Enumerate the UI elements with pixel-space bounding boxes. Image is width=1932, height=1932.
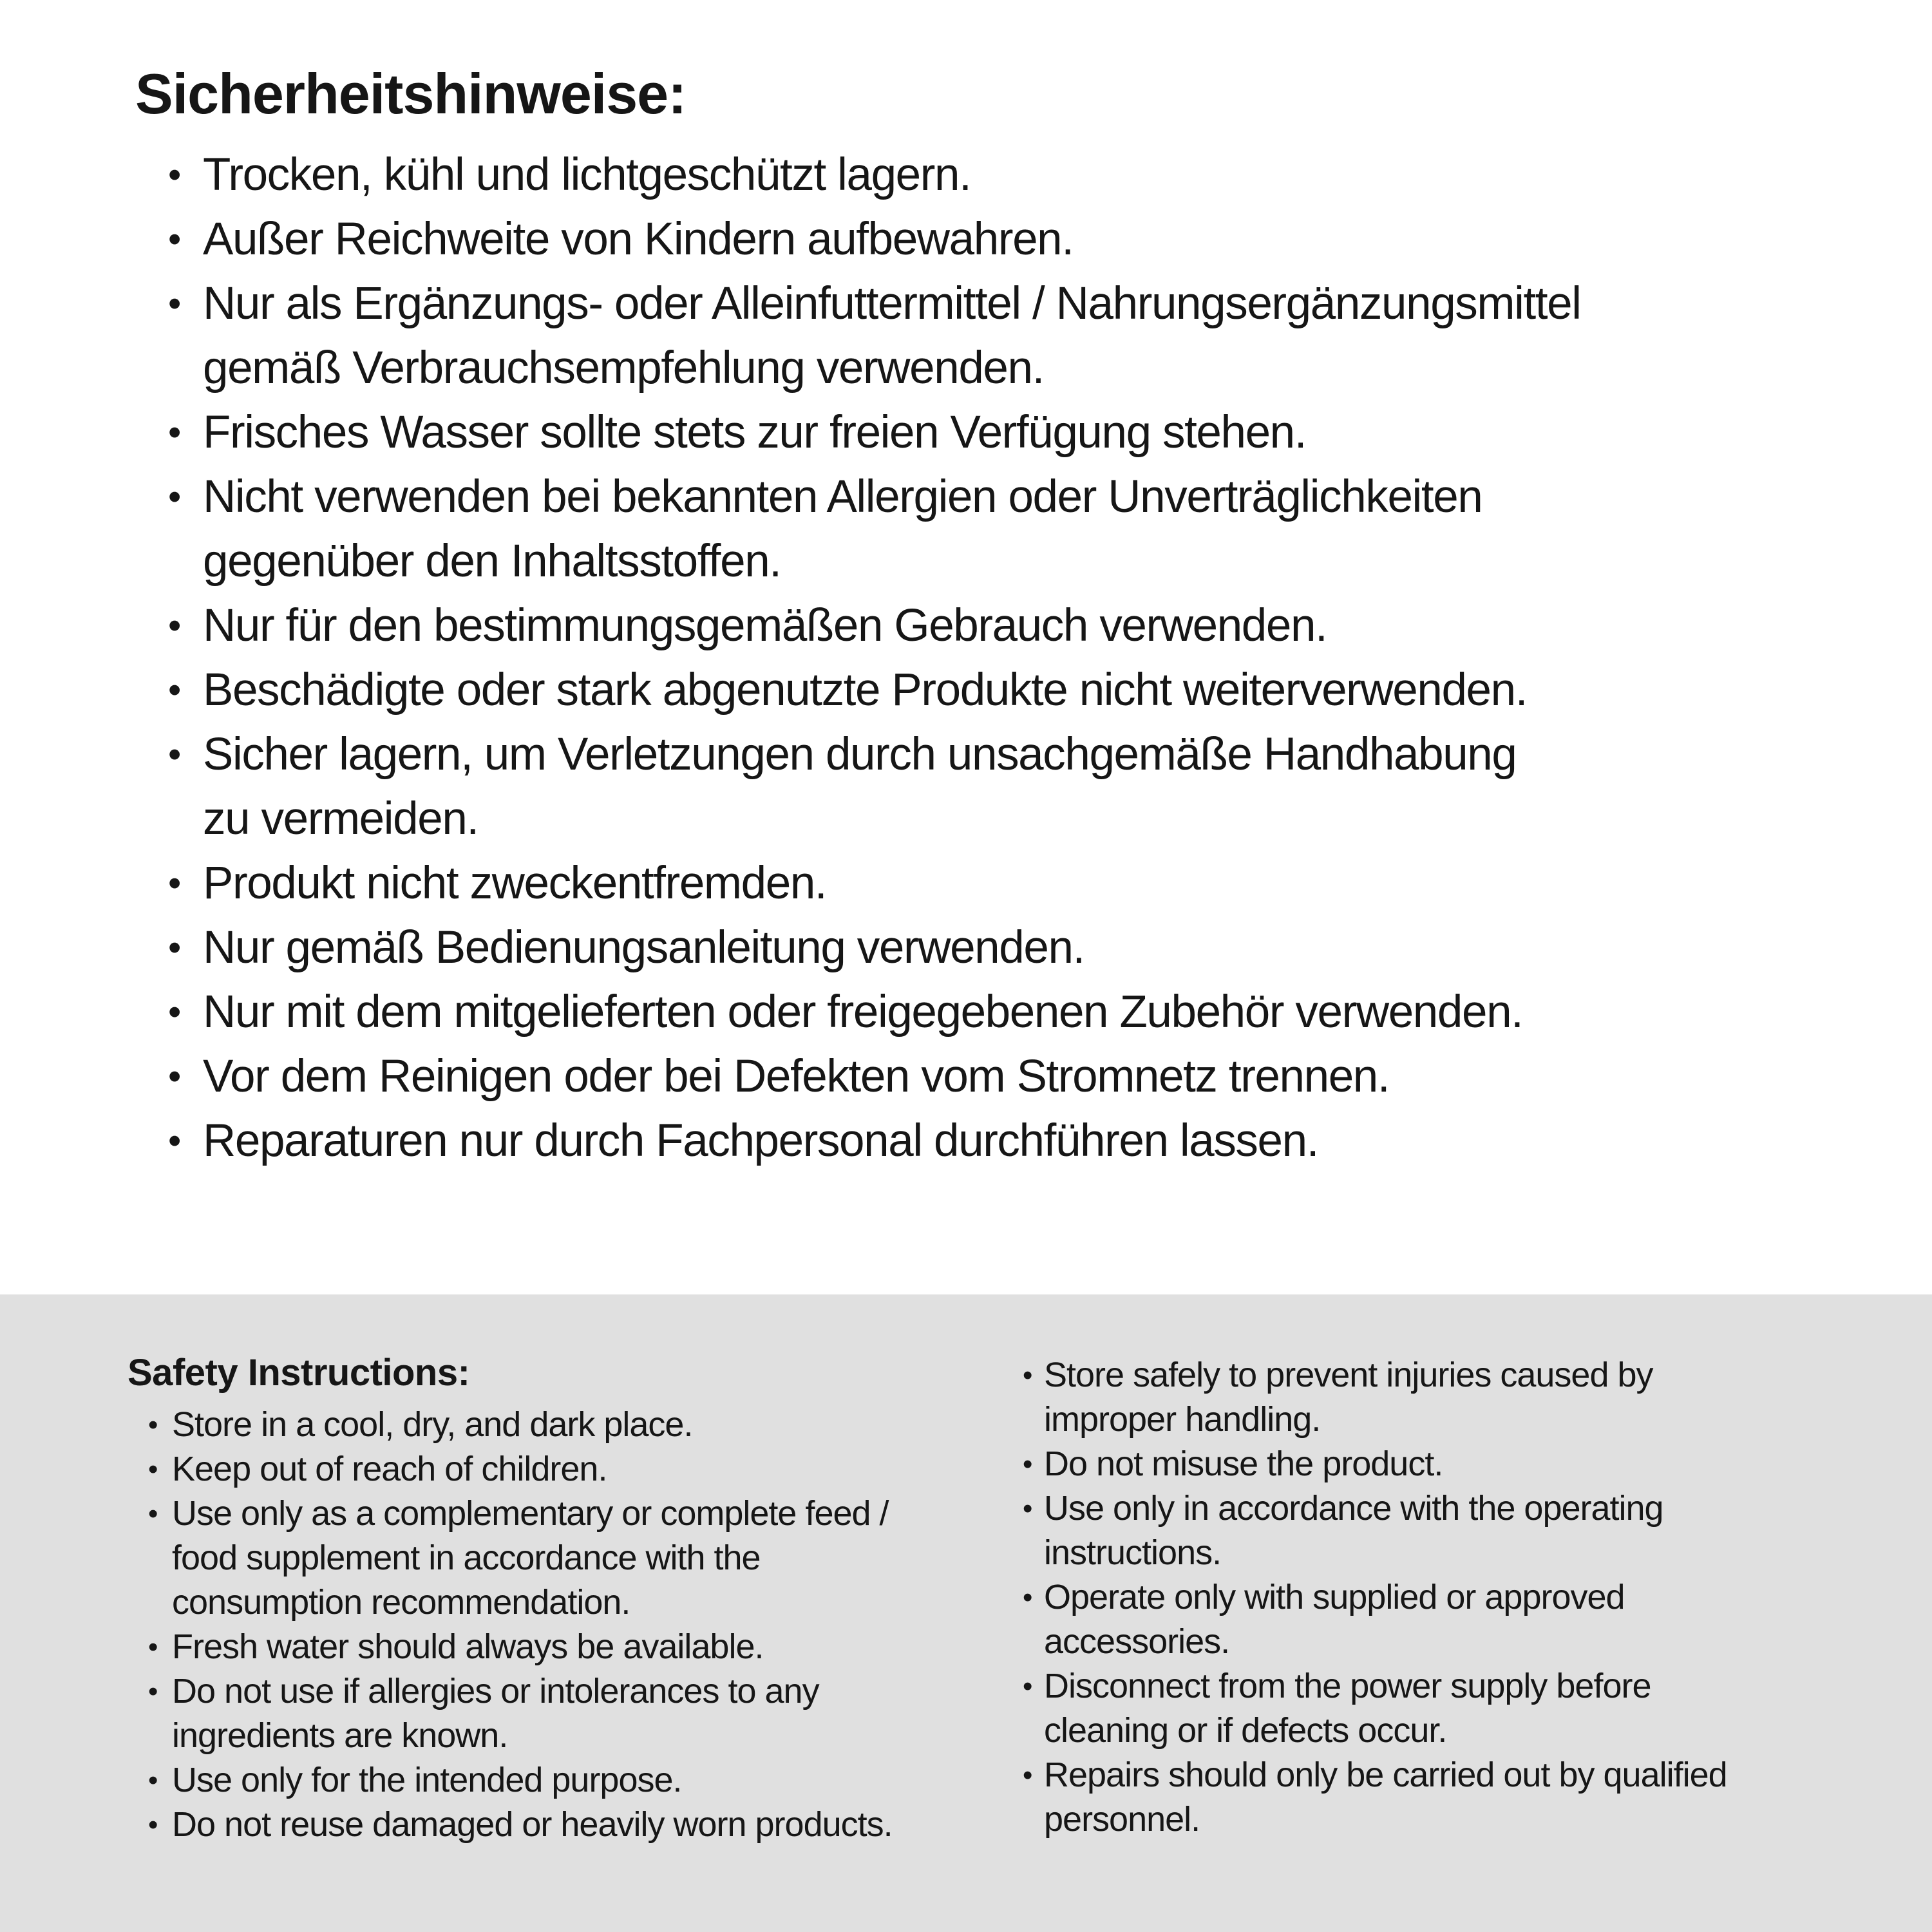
bullet-line: gegenüber den Inhaltsstoffen. xyxy=(203,536,781,587)
english-left-column xyxy=(128,1353,984,1847)
bullet-dot: • xyxy=(148,1765,158,1796)
bullet-text xyxy=(172,1492,889,1625)
bullet-text xyxy=(203,851,826,916)
bullet-text xyxy=(1044,1353,1653,1442)
bullet-text xyxy=(203,916,1084,980)
bullet-line: Use only in accordance with the operating xyxy=(1044,1489,1663,1528)
bullet-text xyxy=(172,1403,692,1447)
bullet-text xyxy=(203,1045,1389,1109)
bullet-item xyxy=(168,1109,1932,1173)
bullet-text xyxy=(203,272,1581,401)
bullet-text xyxy=(203,723,1516,851)
bullet-dot: • xyxy=(148,1676,158,1707)
bullet-line: Do not reuse damaged or heavily worn products. xyxy=(172,1805,893,1844)
bullet-dot: • xyxy=(168,1056,180,1097)
bullet-item xyxy=(168,143,1932,207)
english-left-bullet-list xyxy=(148,1403,984,1847)
bullet-line: Keep out of reach of children. xyxy=(172,1450,607,1488)
bullet-dot: • xyxy=(168,862,180,904)
bullet-line: Nur gemäß Bedienungsanleitung verwenden. xyxy=(203,922,1084,973)
bullet-dot: • xyxy=(168,734,180,775)
bullet-line: Frisches Wasser sollte stets zur freien Verfügung stehen. xyxy=(203,407,1307,458)
bullet-line: consumption recommendation. xyxy=(172,1583,630,1622)
bullet-item xyxy=(148,1403,984,1447)
bullet-text xyxy=(1044,1442,1443,1486)
bullet-item xyxy=(168,401,1932,465)
german-title: Sicherheitshinweise: xyxy=(135,62,687,126)
bullet-dot: • xyxy=(148,1409,158,1441)
bullet-dot: • xyxy=(1023,1359,1032,1391)
english-right-bullet-list xyxy=(1023,1353,1727,1842)
bullet-dot: • xyxy=(168,154,180,196)
bullet-line: Store in a cool, dry, and dark place. xyxy=(172,1405,693,1444)
bullet-item xyxy=(168,916,1932,980)
bullet-item xyxy=(168,851,1932,916)
english-right-column xyxy=(1023,1353,1727,1842)
german-bullet-list xyxy=(168,143,1932,1173)
bullet-dot: • xyxy=(1023,1671,1032,1702)
bullet-text xyxy=(1044,1575,1625,1664)
bullet-item xyxy=(1023,1442,1727,1486)
bullet-line: zu vermeiden. xyxy=(203,793,478,844)
bullet-item xyxy=(1023,1486,1727,1575)
bullet-text xyxy=(203,658,1527,723)
bullet-text xyxy=(172,1447,607,1492)
bullet-line: Use only as a complementary or complete feed / xyxy=(172,1494,889,1533)
bullet-line: Use only for the intended purpose. xyxy=(172,1761,682,1799)
bullet-item xyxy=(148,1803,984,1847)
bullet-text xyxy=(1044,1664,1651,1753)
bullet-line: ingredients are known. xyxy=(172,1716,508,1755)
bullet-line: Do not use if allergies or intolerances to any xyxy=(172,1672,819,1710)
bullet-line: personnel. xyxy=(1044,1800,1200,1839)
bullet-item xyxy=(168,658,1932,723)
bullet-line: Nur mit dem mitgelieferten oder freigegebenen Zubehör verwenden. xyxy=(203,987,1523,1037)
bullet-text xyxy=(203,1109,1318,1173)
bullet-item xyxy=(168,723,1932,851)
bullet-text xyxy=(172,1625,764,1669)
bullet-item xyxy=(148,1447,984,1492)
bullet-line: food supplement in accordance with the xyxy=(172,1539,761,1577)
bullet-line: Außer Reichweite von Kindern aufbewahren. xyxy=(203,214,1074,265)
bullet-text xyxy=(203,143,971,207)
bullet-item xyxy=(168,594,1932,658)
bullet-line: cleaning or if defects occur. xyxy=(1044,1711,1447,1750)
bullet-text xyxy=(203,401,1306,465)
bullet-line: Repairs should only be carried out by qualified xyxy=(1044,1756,1727,1794)
bullet-line: Vor dem Reinigen oder bei Defekten vom Stromnetz trennen. xyxy=(203,1051,1390,1102)
bullet-dot: • xyxy=(1023,1582,1032,1613)
bullet-dot: • xyxy=(168,476,180,518)
bullet-item xyxy=(168,207,1932,272)
bullet-line: improper handling. xyxy=(1044,1400,1321,1439)
bullet-item xyxy=(148,1625,984,1669)
english-section xyxy=(0,1294,1932,1932)
bullet-text xyxy=(172,1669,819,1758)
bullet-line: Reparaturen nur durch Fachpersonal durchführen lassen. xyxy=(203,1115,1319,1166)
bullet-text xyxy=(1044,1753,1727,1842)
bullet-item xyxy=(168,980,1932,1045)
bullet-dot: • xyxy=(168,669,180,711)
bullet-item xyxy=(168,465,1932,594)
bullet-dot: • xyxy=(1023,1493,1032,1524)
bullet-item xyxy=(1023,1753,1727,1842)
bullet-dot: • xyxy=(168,991,180,1033)
bullet-item xyxy=(148,1492,984,1625)
bullet-item xyxy=(1023,1664,1727,1753)
bullet-item xyxy=(168,1045,1932,1109)
bullet-item xyxy=(148,1669,984,1758)
bullet-dot: • xyxy=(148,1809,158,1841)
bullet-line: Sicher lagern, um Verletzungen durch unsachgemäße Handhabung xyxy=(203,729,1517,780)
bullet-item xyxy=(1023,1575,1727,1664)
bullet-line: Nur als Ergänzungs- oder Alleinfuttermittel / Nahrungsergänzungsmittel xyxy=(203,278,1581,329)
bullet-dot: • xyxy=(148,1498,158,1530)
bullet-dot: • xyxy=(1023,1759,1032,1791)
bullet-item xyxy=(148,1758,984,1803)
bullet-line: Disconnect from the power supply before xyxy=(1044,1667,1651,1705)
bullet-text xyxy=(1044,1486,1663,1575)
bullet-dot: • xyxy=(168,218,180,260)
bullet-line: Produkt nicht zweckentfremden. xyxy=(203,858,827,909)
bullet-dot: • xyxy=(168,927,180,969)
bullet-dot: • xyxy=(168,412,180,453)
bullet-line: instructions. xyxy=(1044,1533,1222,1572)
bullet-dot: • xyxy=(148,1631,158,1663)
bullet-line: accessories. xyxy=(1044,1622,1230,1661)
bullet-dot: • xyxy=(1023,1448,1032,1480)
bullet-line: Trocken, kühl und lichtgeschützt lagern. xyxy=(203,149,971,200)
bullet-text xyxy=(172,1803,893,1847)
bullet-text xyxy=(203,594,1327,658)
bullet-item xyxy=(1023,1353,1727,1442)
bullet-item xyxy=(168,272,1932,401)
bullet-text xyxy=(203,465,1482,594)
bullet-dot: • xyxy=(148,1454,158,1485)
bullet-text xyxy=(203,207,1074,272)
bullet-dot: • xyxy=(168,1120,180,1162)
bullet-dot: • xyxy=(168,605,180,647)
bullet-line: Do not misuse the product. xyxy=(1044,1444,1443,1483)
bullet-text xyxy=(203,980,1522,1045)
bullet-line: Fresh water should always be available. xyxy=(172,1627,764,1666)
english-heading: Safety Instructions: xyxy=(128,1352,470,1394)
bullet-line: Beschädigte oder stark abgenutzte Produkte nicht weiterverwenden. xyxy=(203,665,1528,715)
bullet-line: Store safely to prevent injuries caused by xyxy=(1044,1356,1653,1394)
bullet-line: gemäß Verbrauchsempfehlung verwenden. xyxy=(203,343,1044,393)
bullet-line: Operate only with supplied or approved xyxy=(1044,1578,1625,1616)
bullet-line: Nicht verwenden bei bekannten Allergien oder Unverträglichkeiten xyxy=(203,471,1482,522)
bullet-line: Nur für den bestimmungsgemäßen Gebrauch verwenden. xyxy=(203,600,1327,651)
bullet-text xyxy=(172,1758,682,1803)
bullet-dot: • xyxy=(168,283,180,325)
